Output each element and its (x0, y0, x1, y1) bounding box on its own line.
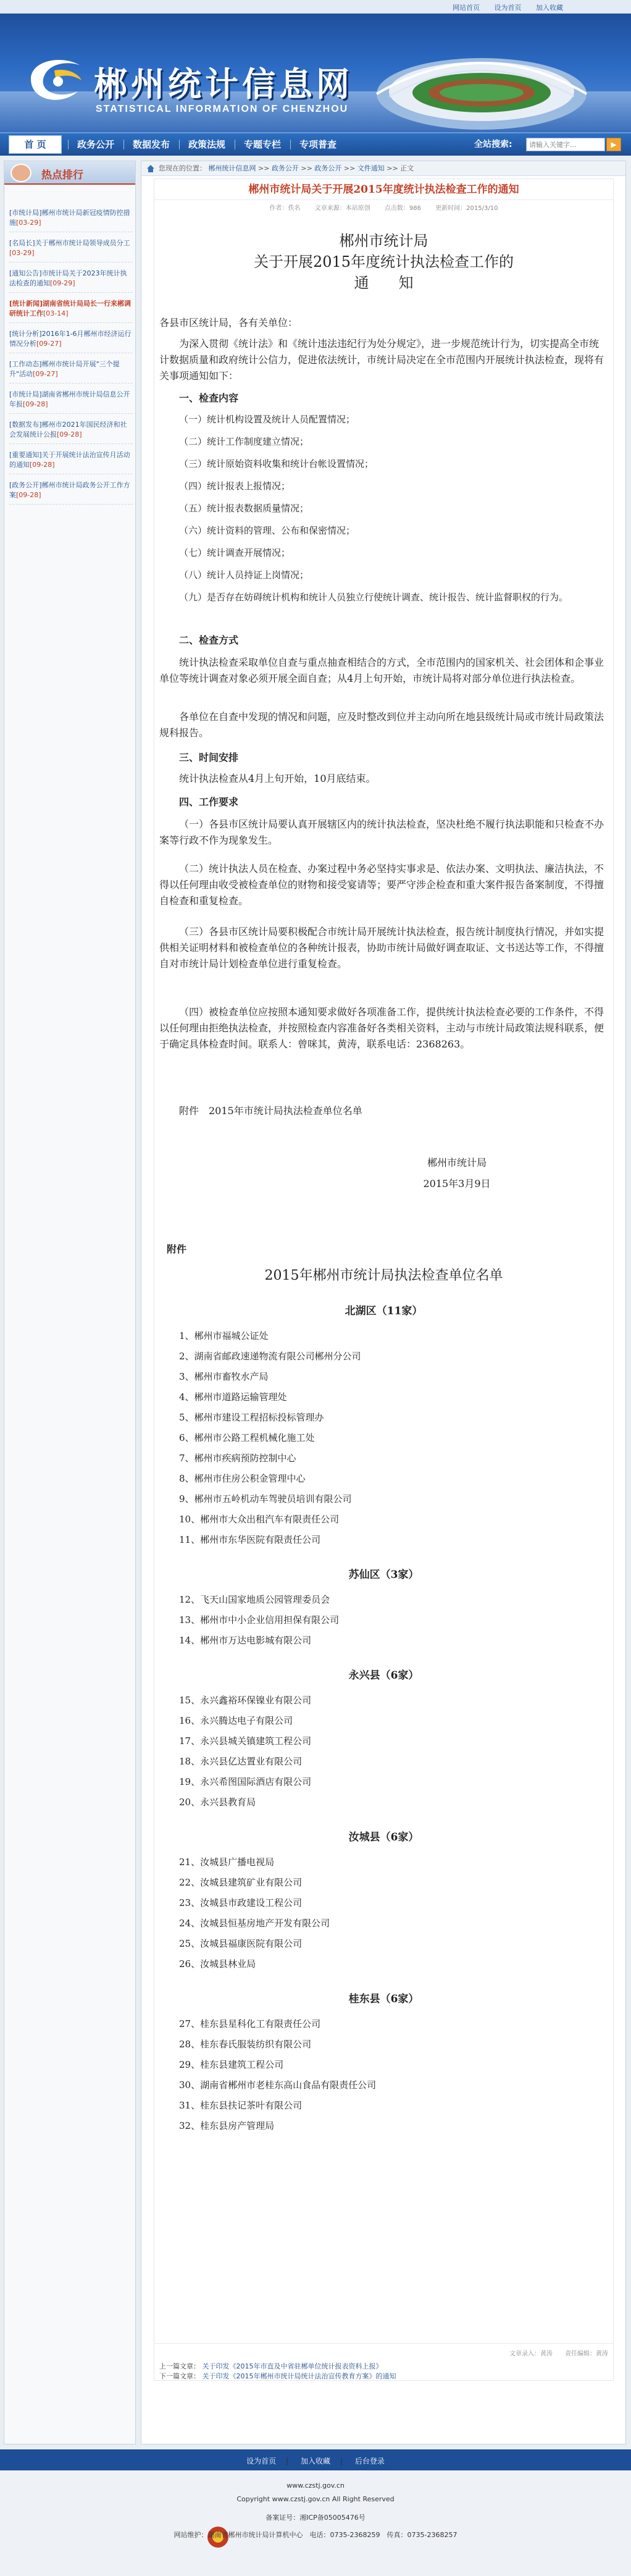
breadcrumb-trail: 您现在的位置： 郴州统计信息网 >> 政务公开 >> 政务公开 >> 文件通知 >> 正文 (159, 164, 414, 172)
sidebar-item[interactable] (9, 329, 133, 353)
site-subtitle: STATISTICAL INFORMATION OF CHENZHOU (96, 104, 349, 114)
sidebar-item[interactable] (9, 480, 133, 505)
annex-unit: 15、永兴鑫裕环保镍业有限公司 (179, 1695, 312, 1706)
annex-title: 2015年郴州市统计局执法检查单位名单 (264, 1268, 503, 1283)
sidebar-item-date: [03-29] (16, 219, 41, 227)
home-icon (146, 164, 155, 173)
main-content (141, 161, 626, 2444)
annex-unit: 3、郴州市畜牧水产局 (179, 1371, 269, 1382)
sidebar-item[interactable] (9, 299, 133, 323)
sidebar-item-label: [政务公开]郴州市统计局政务公开工作方案 (9, 481, 130, 499)
sidebar-item[interactable] (9, 450, 133, 474)
article (154, 178, 614, 2381)
footer-icp: 备案证号：湘ICP备05005476号 (265, 2514, 366, 2522)
annex-unit: 16、永兴腾达电子有限公司 (179, 1715, 293, 1726)
sidebar-title: 热点排行 (41, 169, 83, 182)
sidebar-item-date: [09-28] (23, 400, 48, 408)
nav-divider (123, 140, 124, 149)
list-item: （二）统计工作制度建立情况； (179, 436, 309, 447)
annex-group-title: 北湖区（11家） (345, 1305, 423, 1317)
sidebar-item-date: [09-27] (36, 340, 62, 348)
list-item: （五）统计报表数据质量情况； (179, 503, 309, 514)
paragraph: （四）被检查单位应按照本通知要求做好各项准备工作，提供统计执法检查必要的工作条件，不得以任何理由拒绝执法检查，并按照检查内容准备好各类相关资料，主动与市统计局政策法规科联系，便于确定具体检查时间。联系人：曾咪其，黄涛，联系电话：2368263。 (159, 1006, 604, 1050)
annex-unit: 29、桂东县建筑工程公司 (179, 2059, 284, 2070)
annex-group-title: 永兴县（6家） (348, 1669, 419, 1682)
sidebar-item-label: [市统计局]郴州市统计局新冠疫情防控措施 (9, 209, 130, 227)
annex-unit: 10、郴州市大众出租汽车有限责任公司 (179, 1514, 340, 1525)
doc-title: 关于开展2015年度统计执法检查工作的 (253, 253, 514, 271)
annex-group-title: 桂东县（6家） (348, 1993, 419, 2005)
stadium-image (370, 20, 593, 131)
annex-unit: 8、郴州市住房公积金管理中心 (179, 1473, 306, 1484)
next-label: 下一篇文章： (159, 2372, 200, 2380)
annex-unit: 24、汝城县恒基房地产开发有限公司 (179, 1918, 330, 1929)
annex-unit: 27、桂东县星科化工有限责任公司 (179, 2018, 321, 2029)
sidebar-header (4, 161, 135, 185)
sidebar-item-label: [名局长]关于郴州市统计局领导成员分工 (9, 239, 130, 247)
nav-policy-law[interactable]: 政策法规 (188, 139, 225, 150)
footer-link-favorite[interactable]: 加入收藏 (300, 2457, 330, 2465)
annex-unit: 28、桂东春氏服装纺织有限公司 (179, 2039, 312, 2050)
annex-label: 附件 (167, 1243, 187, 1255)
nav-home[interactable]: 首 页 (9, 135, 62, 154)
footer-host: 网站维护：湖南省郴州市统计局计算机中心 电话：0735-2368259 传真：0735-2368257 (173, 2531, 458, 2539)
sidebar-item-date: [09-29] (50, 279, 75, 287)
footer-links: 设为首页 | 加入收藏 | 后台登录 (0, 2452, 631, 2470)
next-article-link[interactable]: 关于印发《2015年郴州市统计局统计法治宣传教育方案》的通知 (202, 2372, 396, 2380)
prev-article (159, 2362, 610, 2372)
sidebar-item-date: [09-28] (16, 491, 41, 499)
paragraph: 各单位在自查中发现的情况和问题，应及时整改到位并主动向所在地县级统计局或市统计局政策法规科报告。 (159, 711, 604, 739)
next-article (159, 2372, 610, 2381)
site-banner (0, 14, 631, 132)
search-input[interactable] (526, 138, 605, 151)
top-link-set-home[interactable]: 设为首页 (494, 4, 522, 12)
annex-unit: 18、永兴县亿达置业有限公司 (179, 1756, 303, 1767)
nav-data-release[interactable]: 数据发布 (132, 139, 170, 150)
annex-unit: 17、永兴县城关镇建筑工程公司 (179, 1735, 312, 1747)
annex-unit: 25、汝城县福康医院有限公司 (179, 1938, 303, 1949)
annex-unit: 4、郴州市道路运输管理处 (179, 1391, 287, 1403)
paragraph: 统计执法检查采取单位自查与重点抽查相结合的方式，全市范围内的国家机关、社会团体和企事业单位等统计调查对象必须开展全面自查；从4月上旬开始，市统计局将对部分单位进行执法检查。 (159, 657, 604, 684)
annex-unit: 26、汝城县林业局 (179, 1958, 256, 1970)
list-item: （一）统计机构设置及统计人员配置情况； (179, 414, 356, 425)
section-heading: 一、检查内容 (179, 392, 239, 404)
sidebar-item-date: [09-28] (30, 461, 55, 469)
sidebar-item-date: [03-29] (9, 249, 35, 257)
sidebar-item-label: [工作动态]郴州市统计局开展"三个提升"活动 (9, 360, 120, 378)
prev-label: 上一篇文章： (159, 2362, 200, 2370)
nav-divider (68, 140, 69, 149)
doc-title-notice: 通 知 (354, 274, 414, 292)
sidebar-item-date: [09-27] (33, 370, 58, 378)
sidebar-item-label: [市统计局]湖南省郴州市统计局信息公开年报 (9, 390, 130, 408)
annex-unit: 20、永兴县教育局 (179, 1797, 256, 1808)
annex-group-title: 苏仙区（3家） (348, 1569, 419, 1581)
section-heading: 二、检查方式 (179, 634, 239, 646)
doc-issuer: 郴州市统计局 (339, 232, 428, 250)
breadcrumb-item[interactable]: 政务公开 (271, 164, 299, 172)
annex-unit: 31、桂东县扶记茶叶有限公司 (179, 2100, 303, 2111)
sidebar-item[interactable] (9, 238, 133, 262)
meta-clicks: 点击数：986 (384, 205, 421, 212)
footer-link-set-home[interactable]: 设为首页 (246, 2457, 277, 2465)
meta-source: 文章来源：本站原创 (314, 205, 370, 212)
annex-unit: 1、郴州市福城公证处 (179, 1330, 269, 1341)
paragraph: （二）统计执法人员在检查、办案过程中务必坚持实事求是、依法办案、文明执法、廉洁执法，不得以任何理由收受被检查单位的财物和接受宴请等；要严守涉企检查和重大案件报告备案制度，不得擅自检查和重复检查。 (159, 863, 604, 907)
divider (154, 2343, 613, 2344)
annex-unit: 32、桂东县房产管理局 (179, 2120, 275, 2131)
site-title: 郴州统计信息网 (94, 64, 353, 104)
hot-list (9, 208, 133, 511)
sidebar-item[interactable] (9, 420, 133, 444)
top-link-home[interactable]: 网站首页 (453, 4, 480, 12)
annex-unit: 12、飞天山国家地质公园管理委员会 (179, 1594, 330, 1605)
sidebar-item-label: [数据发布]郴州市2021年国民经济和社会发展统计公报 (9, 421, 127, 438)
annex-unit: 21、汝城县广播电视局 (179, 1856, 275, 1868)
footer-url: www.czstj.gov.cn (286, 2482, 345, 2490)
annex-unit: 23、汝城县市政建设工程公司 (179, 1897, 303, 1908)
breadcrumb-item[interactable]: 政务公开 (314, 164, 342, 172)
site-logo-icon (19, 52, 91, 106)
article-meta (154, 204, 613, 214)
annex-unit: 13、郴州市中小企业信用担保有限公司 (179, 1614, 340, 1626)
sidebar-item-date: [03-14] (43, 309, 69, 317)
list-item: （六）统计资料的管理、公布和保密情况； (179, 525, 356, 536)
annex-unit: 30、湖南省郴州市老桂东高山食品有限责任公司 (179, 2079, 377, 2091)
list-item: （九）是否存在妨碍统计机构和统计人员独立行使统计调查、统计报告、统计监督职权的行为。 (179, 592, 569, 603)
meta-updated: 更新时间：2015/3/10 (435, 205, 498, 212)
annex-unit: 7、郴州市疾病预防控制中心 (179, 1453, 296, 1464)
meta-author: 作者：佚名 (269, 205, 301, 212)
footer-copyright: Copyright www.czstj.gov.cn All Right Reserved (236, 2495, 395, 2503)
list-item: （三）统计原始资料收集和统计台帐设置情况； (179, 458, 374, 469)
breadcrumb (141, 161, 625, 176)
annex-unit: 9、郴州市五岭机动车驾驶员培训有限公司 (179, 1493, 352, 1504)
search-label: 全站搜索: (474, 140, 512, 149)
sidebar-item-date: [09-28] (57, 430, 82, 438)
nav-divider (290, 140, 291, 149)
section-heading: 三、时间安排 (179, 752, 239, 763)
sidebar-item[interactable] (9, 359, 133, 384)
list-item: （四）统计报表上报情况； (179, 480, 291, 492)
sidebar-item[interactable] (9, 390, 133, 414)
article-pager (159, 2362, 610, 2381)
top-strip (0, 0, 631, 14)
annex-unit: 14、郴州市万达电影城有限公司 (179, 1635, 312, 1646)
nav-divider (179, 140, 180, 149)
sidebar-item-label: [统计分析]2016年1-6月郴州市经济运行情况分析 (9, 330, 132, 348)
paragraph: （三）各县市区统计局要积极配合市统计局开展统计执法检查，报告统计制度执行情况，并如实提供相关证明材料和被检查单位的各种统计报表，协助市统计局做好调查取证、文书送达等工作，不得擅自对市统计局计划检查单位进行重复检查。 (159, 926, 604, 970)
annex-unit: 19、永兴希图国际酒店有限公司 (179, 1776, 312, 1787)
nav-special-topics[interactable]: 专题专栏 (243, 139, 281, 150)
nav-gov-affairs[interactable]: 政务公开 (77, 139, 114, 150)
annex-unit: 5、郴州市建设工程招标投标管理办 (179, 1412, 324, 1423)
top-link-favorite[interactable]: 加入收藏 (536, 4, 563, 12)
footer (0, 2449, 631, 2576)
section-heading: 四、工作要求 (179, 796, 239, 808)
sidebar-item-label: [统计新闻]湖南省统计局局长一行来郴调研统计工作 (9, 300, 132, 317)
attachment-line: 附件 2015年市统计局执法检查单位名单 (179, 1105, 362, 1117)
breadcrumb-item[interactable]: 郴州统计信息网 (208, 164, 256, 172)
list-item: （八）统计人员持证上岗情况； (179, 569, 309, 581)
top-links (440, 2, 563, 12)
breadcrumb-current: 正文 (400, 164, 414, 172)
annex-unit: 2、湖南省邮政速递物流有限公司郴州分公司 (179, 1351, 361, 1362)
sidebar-item-label: [重要通知]关于开展统计法治宣传月活动的通知 (9, 451, 130, 469)
article-editor: 文章录入：黄涛 责任编辑：黄涛 (509, 2351, 608, 2357)
footer-link-admin-login[interactable]: 后台登录 (354, 2457, 385, 2465)
search-button[interactable]: ▶ (606, 138, 621, 151)
paragraph: （一）各县市区统计局要认真开展辖区内的统计执法检查，坚决杜绝不履行执法职能和只检查不办案等行政不作为现象发生。 (159, 818, 604, 846)
prev-article-link[interactable]: 关于印发《2015年市直及中省驻郴单位统计报表资料上报》 (202, 2362, 383, 2370)
annex-unit: 11、郴州市东华医院有限责任公司 (179, 1534, 321, 1545)
article-headline: 郴州市统计局关于开展2015年度统计执法检查工作的通知 (154, 179, 613, 200)
paragraph: 统计执法检查从4月上旬开始，10月底结束。 (179, 773, 376, 784)
nav-census[interactable]: 专项普查 (299, 139, 336, 150)
sidebar-item[interactable] (9, 208, 133, 232)
sign-org: 郴州市统计局 (427, 1157, 487, 1168)
list-item: （七）统计调查开展情况； (179, 547, 291, 558)
sidebar (4, 161, 136, 2444)
annex-unit: 22、汝城县建筑矿业有限公司 (179, 1877, 303, 1888)
intro-paragraph: 为深入贯彻《统计法》和《统计违法违纪行为处分规定》，进一步规范统计行为，切实提高全市统计数据质量和政府统计公信力，促进依法统计，市统计局决定在全市范围内开展统计执法检查，现将有关事项通知如下： (159, 338, 604, 382)
avatar-icon (10, 164, 31, 182)
salutation: 各县市区统计局，各有关单位： (159, 317, 298, 329)
breadcrumb-item[interactable]: 文件通知 (357, 164, 385, 172)
sidebar-item-label: [通知公告]市统计局关于2023年统计执法检查的通知 (9, 269, 127, 287)
sidebar-item[interactable] (9, 269, 133, 293)
main-nav (0, 132, 631, 156)
sign-date: 2015年3月9日 (423, 1178, 491, 1189)
annex-unit: 6、郴州市公路工程机械化施工处 (179, 1432, 315, 1443)
annex-group-title: 汝城县（6家） (348, 1831, 419, 1844)
breadcrumb-label: 您现在的位置： (159, 164, 206, 172)
